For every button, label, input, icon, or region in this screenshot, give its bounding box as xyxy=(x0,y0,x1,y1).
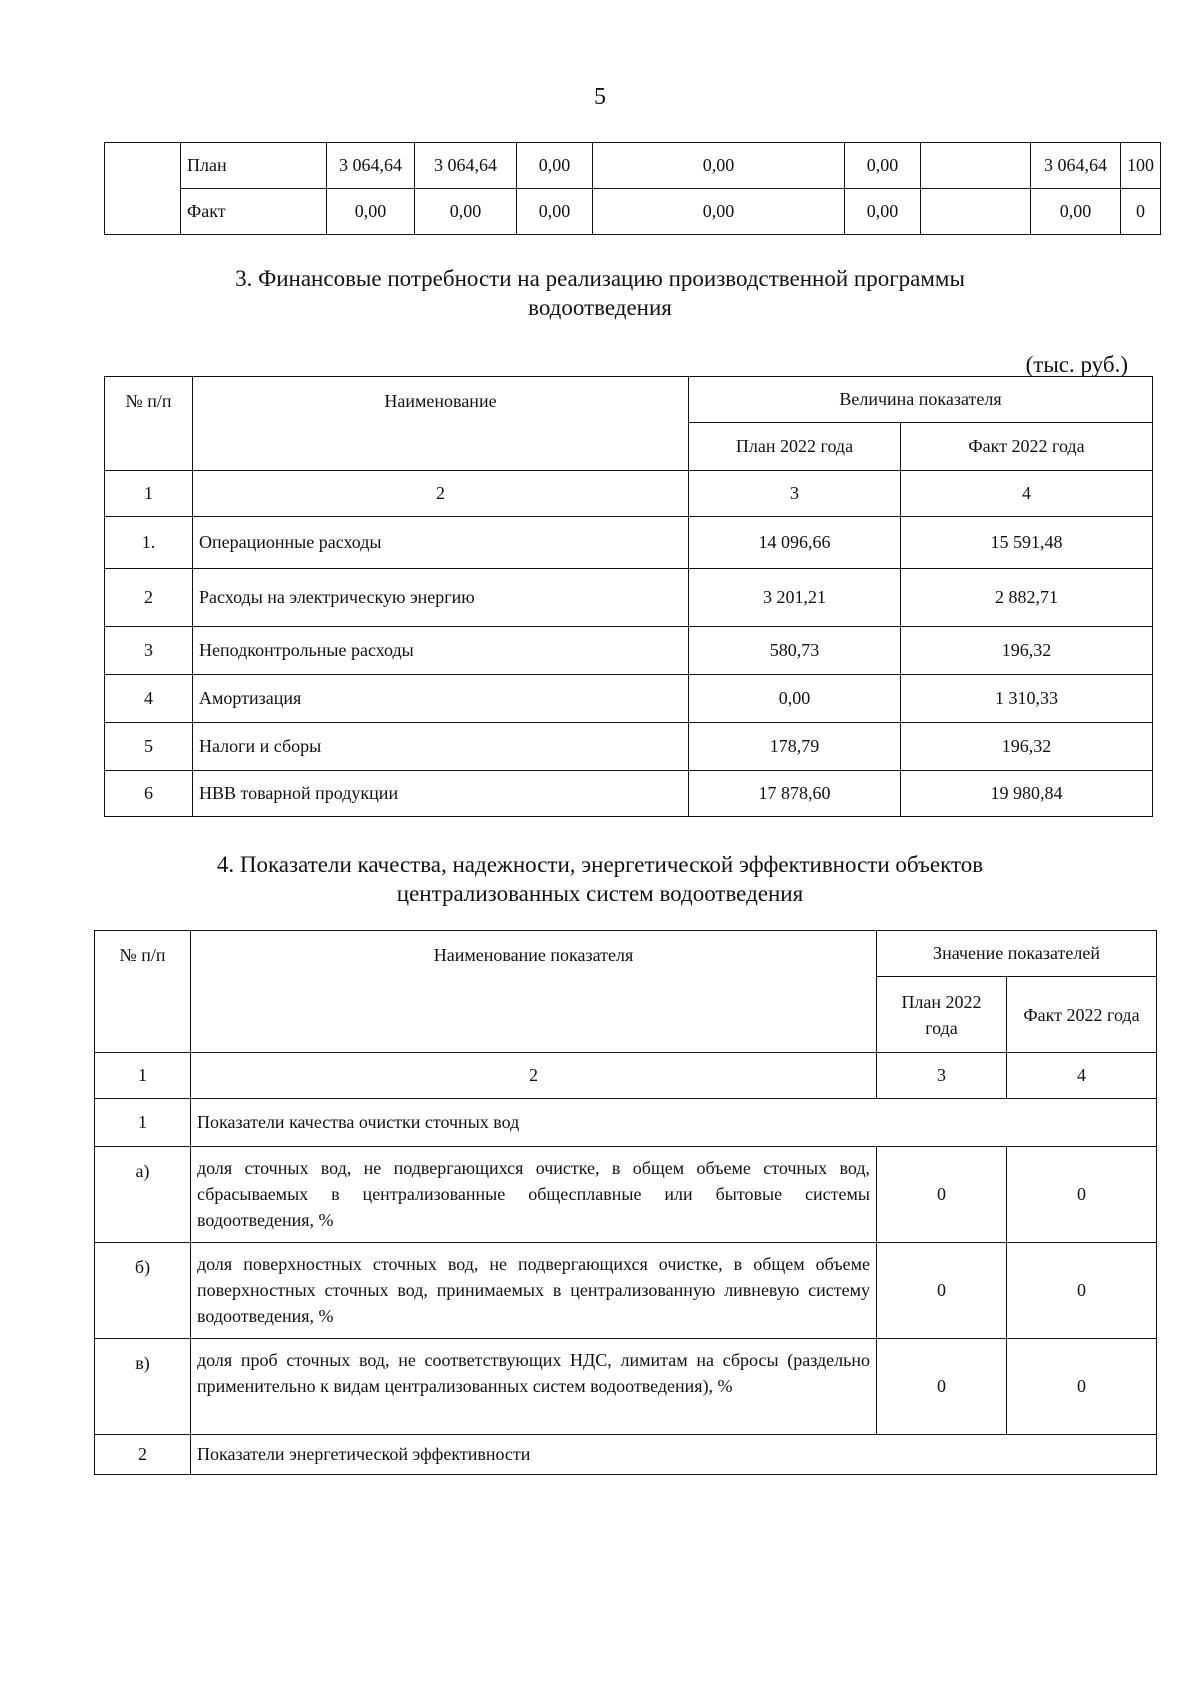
header-name: Наименование xyxy=(193,377,689,471)
cell: 3 064,64 xyxy=(415,143,517,189)
col-num: 1 xyxy=(105,471,193,517)
row-plan: 14 096,66 xyxy=(689,517,901,569)
cell: 0,00 xyxy=(593,143,845,189)
column-numbers-row xyxy=(105,471,1153,517)
header-value: Величина показателя xyxy=(689,377,1153,423)
table-row xyxy=(105,189,1161,235)
row-num: 1. xyxy=(105,517,193,569)
row-plan: 178,79 xyxy=(689,723,901,771)
group-row xyxy=(95,1435,1157,1475)
row-name: доля проб сточных вод, не соответствующих НДС, лимитам на сбросы (раздельно применительно к видам централизованных систем водоотведения), % xyxy=(191,1339,877,1435)
row-num: 2 xyxy=(105,569,193,627)
header-value: Значение показателей xyxy=(877,931,1157,977)
table-row xyxy=(95,1243,1157,1339)
cell: 100 xyxy=(1121,143,1161,189)
section3-title xyxy=(0,264,1200,322)
continuation-table xyxy=(104,142,1161,235)
header-num: № п/п xyxy=(95,931,191,1053)
row-plan: 0 xyxy=(877,1339,1007,1435)
table-row xyxy=(95,1339,1157,1435)
header-plan: План 2022 года xyxy=(877,977,1007,1053)
column-numbers-row xyxy=(95,1053,1157,1099)
row-plan: 0 xyxy=(877,1147,1007,1243)
cell: 0,00 xyxy=(517,189,593,235)
table-row xyxy=(105,627,1153,675)
cell: 3 064,64 xyxy=(1031,143,1121,189)
row-fact: 15 591,48 xyxy=(901,517,1153,569)
row-fact: 196,32 xyxy=(901,723,1153,771)
financial-needs-table xyxy=(104,376,1153,817)
table-row xyxy=(105,569,1153,627)
header-plan: План 2022 года xyxy=(689,423,901,471)
table-row xyxy=(105,675,1153,723)
header-row xyxy=(95,931,1157,977)
row-fact: 0 xyxy=(1007,1147,1157,1243)
row-plan: 0,00 xyxy=(689,675,901,723)
row-plan: 580,73 xyxy=(689,627,901,675)
header-name: Наименование показателя xyxy=(191,931,877,1053)
cell: 3 064,64 xyxy=(327,143,415,189)
cell: 0,00 xyxy=(845,189,921,235)
cell xyxy=(921,143,1031,189)
row-name: НВВ товарной продукции xyxy=(193,771,689,817)
row-name: доля поверхностных сточных вод, не подвергающихся очистке, в общем объеме поверхностных сточных вод, принимаемых в централизованную ливневую систему водоотведения, % xyxy=(191,1243,877,1339)
group-name: Показатели энергетической эффективности xyxy=(191,1435,1157,1475)
col-num: 3 xyxy=(689,471,901,517)
col-num: 2 xyxy=(191,1053,877,1099)
row-num: 3 xyxy=(105,627,193,675)
cell xyxy=(921,189,1031,235)
row-name: Амортизация xyxy=(193,675,689,723)
row-fact: 1 310,33 xyxy=(901,675,1153,723)
cell: 0,00 xyxy=(1031,189,1121,235)
cell: 0,00 xyxy=(845,143,921,189)
units-label: (тыс. руб.) xyxy=(1025,352,1128,377)
row-fact: 2 882,71 xyxy=(901,569,1153,627)
table-row xyxy=(105,771,1153,817)
row-fact: 0 xyxy=(1007,1339,1157,1435)
row-num: в) xyxy=(95,1339,191,1435)
row-name: Операционные расходы xyxy=(193,517,689,569)
section4-title-line1: 4. Показатели качества, надежности, энергетической эффективности объектов xyxy=(216,852,984,877)
row-num: 5 xyxy=(105,723,193,771)
section4-title-line2: централизованных систем водоотведения xyxy=(396,881,804,906)
group-num: 1 xyxy=(95,1099,191,1147)
col-num: 2 xyxy=(193,471,689,517)
row-num: 6 xyxy=(105,771,193,817)
row-label: Факт xyxy=(181,189,327,235)
row-fact: 196,32 xyxy=(901,627,1153,675)
row-fact: 0 xyxy=(1007,1243,1157,1339)
cell: 0,00 xyxy=(517,143,593,189)
section4-title xyxy=(0,850,1200,908)
table-row xyxy=(105,143,1161,189)
row-plan: 0 xyxy=(877,1243,1007,1339)
group-row xyxy=(95,1099,1157,1147)
row-name: Неподконтрольные расходы xyxy=(193,627,689,675)
table-row xyxy=(95,1147,1157,1243)
cell: 0,00 xyxy=(415,189,517,235)
row-plan: 3 201,21 xyxy=(689,569,901,627)
header-num: № п/п xyxy=(105,377,193,471)
row-num: 4 xyxy=(105,675,193,723)
row-num: б) xyxy=(95,1243,191,1339)
row-plan: 17 878,60 xyxy=(689,771,901,817)
col-num: 1 xyxy=(95,1053,191,1099)
group-num: 2 xyxy=(95,1435,191,1475)
row-num: а) xyxy=(95,1147,191,1243)
row-name: Расходы на электрическую энергию xyxy=(193,569,689,627)
group-name: Показатели качества очистки сточных вод xyxy=(191,1099,1157,1147)
row-name: Налоги и сборы xyxy=(193,723,689,771)
cell: 0 xyxy=(1121,189,1161,235)
header-fact: Факт 2022 года xyxy=(1007,977,1157,1053)
row-label: План xyxy=(181,143,327,189)
table-row xyxy=(105,723,1153,771)
section3-title-line2: водоотведения xyxy=(528,295,672,320)
col-num: 4 xyxy=(901,471,1153,517)
table-row xyxy=(105,517,1153,569)
header-fact: Факт 2022 года xyxy=(901,423,1153,471)
page-number: 5 xyxy=(594,84,606,110)
quality-indicators-table xyxy=(94,930,1157,1475)
cell: 0,00 xyxy=(593,189,845,235)
cell: 0,00 xyxy=(327,189,415,235)
section3-title-line1: 3. Финансовые потребности на реализацию производственной программы xyxy=(235,266,965,291)
row-name: доля сточных вод, не подвергающихся очистке, в общем объеме сточных вод, сбрасываемых в централизованные общесплавные или бытовые системы водоотведения, % xyxy=(191,1147,877,1243)
col-num: 3 xyxy=(877,1053,1007,1099)
row-fact: 19 980,84 xyxy=(901,771,1153,817)
col-num: 4 xyxy=(1007,1053,1157,1099)
empty-cell xyxy=(105,143,181,235)
header-row xyxy=(105,377,1153,423)
